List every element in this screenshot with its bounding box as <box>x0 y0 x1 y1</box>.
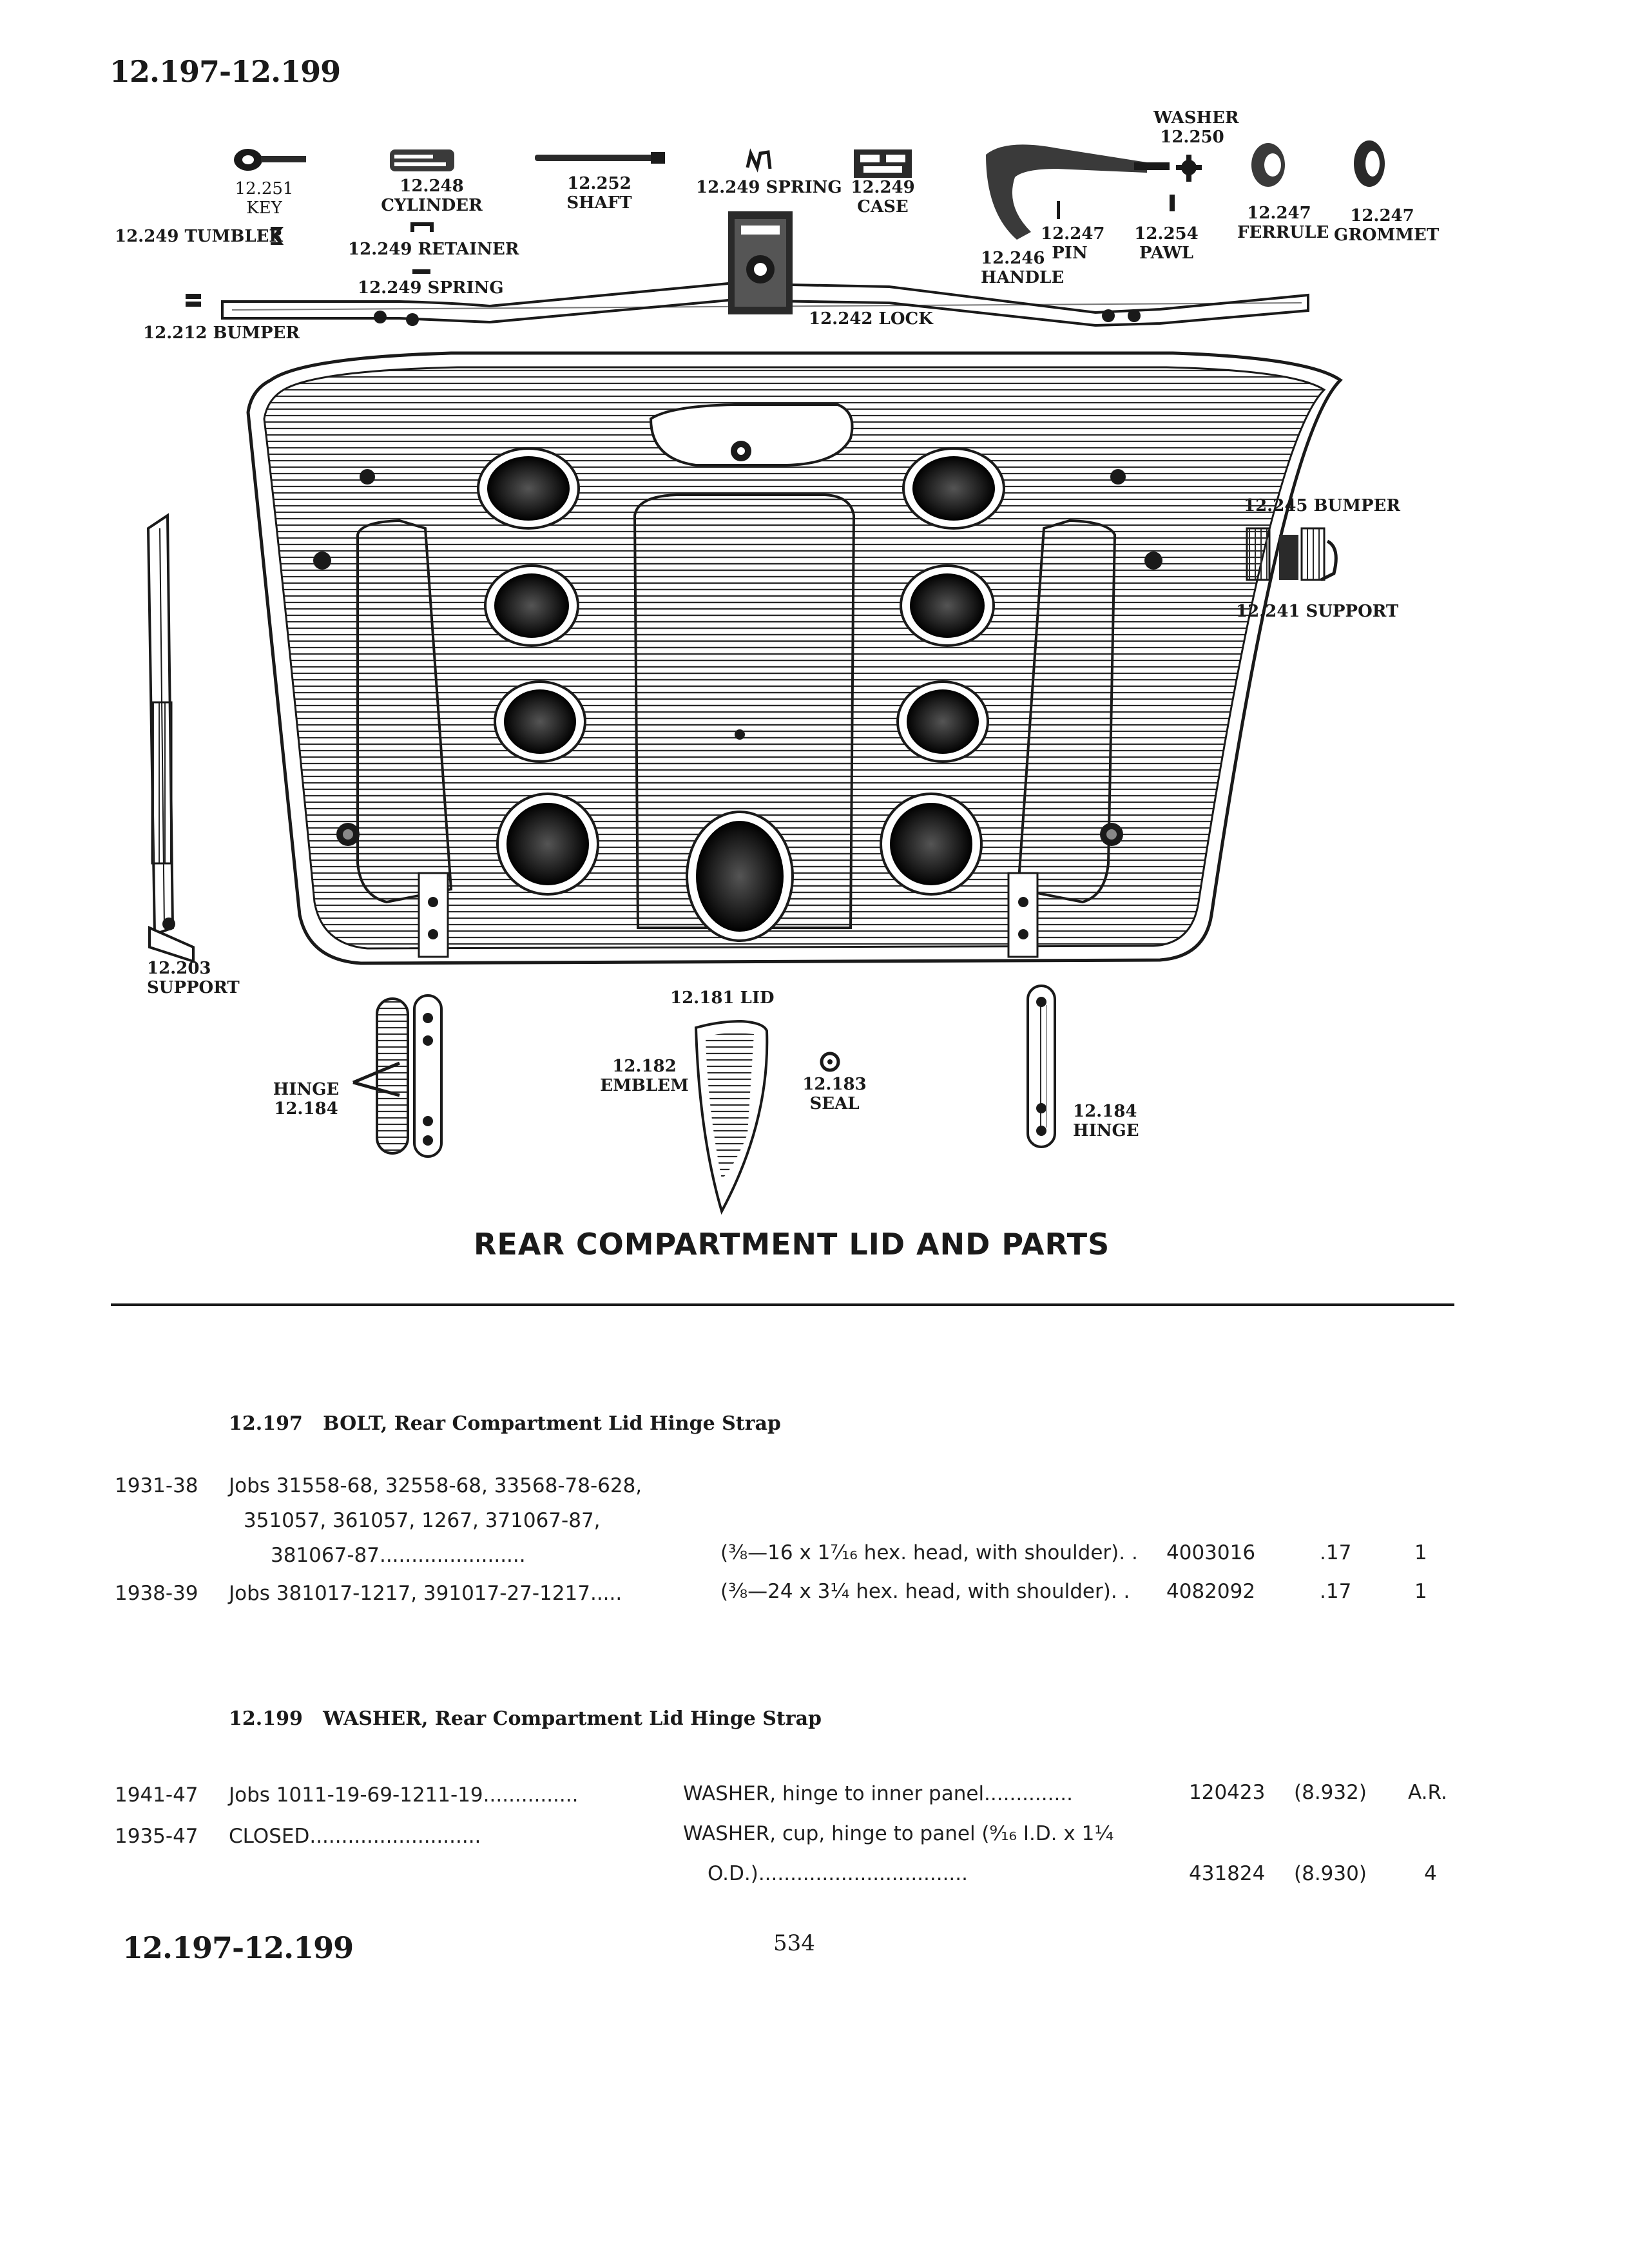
cylinder-part <box>390 149 454 171</box>
label-washer-name: WASHER <box>1153 108 1239 128</box>
label-spring-top: 12.249 SPRING <box>696 178 842 197</box>
label-ferrule-number: 12.247 <box>1247 204 1311 223</box>
row-description: O.D.)................................. <box>708 1862 968 1885</box>
row-quantity: 4 <box>1424 1862 1437 1885</box>
row-part-number: 4082092 <box>1166 1580 1256 1603</box>
label-hinge-right-number: 12.184 <box>1073 1102 1137 1121</box>
label-key-name: KEY <box>246 198 282 218</box>
label-handle-number: 12.246 <box>981 249 1045 268</box>
row-quantity: A.R. <box>1408 1781 1447 1804</box>
label-hinge-right-name: HINGE <box>1073 1121 1139 1140</box>
section-number: 12.199 <box>229 1707 303 1730</box>
row-years: 1931-38 <box>115 1474 198 1497</box>
label-pawl <box>1134 224 1199 263</box>
lock-part <box>728 211 793 314</box>
label-spring-mid: 12.249 SPRING <box>358 278 504 298</box>
label-hinge-left-name: HINGE <box>273 1080 340 1099</box>
section-title: WASHER, Rear Compartment Lid Hinge Strap <box>323 1707 822 1730</box>
label-grommet-number: 12.247 <box>1350 206 1414 226</box>
row-jobs-line: Jobs 31558-68, 32558-68, 33568-78-628, <box>229 1474 642 1497</box>
divider-rule <box>111 1303 1454 1306</box>
label-seal-name: SEAL <box>809 1094 860 1113</box>
label-tumbler: 12.249 TUMBLER <box>115 227 284 246</box>
label-shaft-number: 12.252 <box>567 174 631 193</box>
row-jobs-line: 381067-87....................... <box>271 1544 526 1567</box>
label-cylinder-name: CYLINDER <box>381 196 483 215</box>
label-emblem <box>599 1057 689 1095</box>
label-case <box>851 178 915 216</box>
row-price: .17 <box>1320 1541 1352 1564</box>
label-case-number: 12.249 <box>851 178 915 197</box>
lid-panel <box>248 353 1340 963</box>
retainer-part <box>412 224 432 232</box>
right-hinge-part <box>1028 986 1055 1147</box>
label-pawl-number: 12.254 <box>1134 224 1199 244</box>
row-part-number: 120423 <box>1189 1781 1266 1804</box>
spring-mid-part <box>412 269 430 274</box>
row-jobs-line: 351057, 361057, 1267, 371067-87, <box>244 1509 601 1532</box>
label-ferrule-name: FERRULE <box>1237 223 1329 242</box>
label-retainer: 12.249 RETAINER <box>348 240 519 259</box>
left-support-strut <box>148 515 193 961</box>
label-pawl-name: PAWL <box>1139 244 1194 263</box>
label-lid: 12.181 LID <box>670 988 775 1008</box>
label-key <box>219 179 309 218</box>
label-grommet <box>1334 206 1440 245</box>
row-description: (⅜—24 x 3¼ hex. head, with shoulder). . <box>720 1580 1130 1603</box>
label-support-right: 12.241 SUPPORT <box>1236 602 1399 621</box>
label-key-number: 12.251 <box>235 179 294 198</box>
label-cylinder <box>380 177 483 215</box>
row-price: (8.932) <box>1294 1781 1367 1804</box>
key-part <box>234 149 306 171</box>
label-case-name: CASE <box>857 197 909 216</box>
grommet-part <box>1354 140 1385 187</box>
row-quantity: 1 <box>1414 1580 1427 1603</box>
row-part-number: 4003016 <box>1166 1541 1256 1564</box>
row-jobs-line: CLOSED........................... <box>229 1825 481 1848</box>
row-years: 1941-47 <box>115 1783 198 1807</box>
label-support-left-name: SUPPORT <box>147 978 240 997</box>
pin-part <box>1057 201 1060 219</box>
row-price: .17 <box>1320 1580 1352 1603</box>
label-seal <box>802 1075 867 1113</box>
left-hinge-part <box>353 995 441 1157</box>
label-support-left <box>147 959 240 997</box>
page-number: 534 <box>773 1930 815 1956</box>
row-description: (⅜—16 x 1⁷⁄₁₆ hex. head, with shoulder). . <box>720 1541 1138 1564</box>
label-shaft-name: SHAFT <box>566 193 632 213</box>
shaft-part <box>535 152 665 164</box>
label-washer <box>1153 108 1239 147</box>
section-heading <box>229 1707 822 1730</box>
label-cylinder-number: 12.248 <box>400 177 464 196</box>
spring-top-part <box>747 152 770 169</box>
label-ferrule <box>1237 204 1329 242</box>
row-price: (8.930) <box>1294 1862 1367 1885</box>
right-bumper-support-part <box>1247 528 1336 580</box>
washer-part <box>1170 155 1202 211</box>
label-bumper-left: 12.212 BUMPER <box>143 323 300 343</box>
label-washer-number: 12.250 <box>1160 128 1224 147</box>
section-title: BOLT, Rear Compartment Lid Hinge Strap <box>323 1412 781 1435</box>
row-part-number: 431824 <box>1189 1862 1266 1885</box>
label-handle <box>981 249 1064 287</box>
label-shaft <box>561 174 638 213</box>
label-seal-number: 12.183 <box>802 1075 867 1094</box>
label-support-left-number: 12.203 <box>147 959 211 978</box>
label-emblem-name: EMBLEM <box>600 1076 689 1095</box>
seal-part <box>822 1053 838 1070</box>
ferrule-part <box>1251 143 1285 187</box>
label-pin-name: PIN <box>1052 244 1088 263</box>
emblem-part <box>696 1021 767 1211</box>
case-part <box>854 149 912 178</box>
label-hinge-left <box>267 1080 345 1119</box>
label-hinge-right <box>1073 1102 1139 1140</box>
label-hinge-left-number: 12.184 <box>274 1099 338 1119</box>
row-description: WASHER, hinge to inner panel.............. <box>683 1782 1074 1805</box>
label-handle-name: HANDLE <box>981 268 1065 287</box>
row-jobs-line: Jobs 381017-1217, 391017-27-1217..... <box>229 1582 622 1605</box>
page-range-header: 12.197-12.199 <box>110 54 341 89</box>
row-description: WASHER, cup, hinge to panel (⁹⁄₁₆ I.D. x 1¼ <box>683 1822 1114 1845</box>
page-range-footer: 12.197-12.199 <box>122 1930 354 1965</box>
row-quantity: 1 <box>1414 1541 1427 1564</box>
label-emblem-number: 12.182 <box>612 1057 677 1076</box>
label-bumper-right: 12.245 BUMPER <box>1244 496 1400 515</box>
row-jobs-line: Jobs 1011-19-69-1211-19............... <box>229 1783 579 1807</box>
row-years: 1938-39 <box>115 1582 198 1605</box>
row-years: 1935-47 <box>115 1825 198 1848</box>
diagram-title: REAR COMPARTMENT LID AND PARTS <box>474 1227 1110 1262</box>
label-grommet-name: GROMMET <box>1334 226 1440 245</box>
label-lock: 12.242 LOCK <box>809 309 933 329</box>
label-pin-number: 12.247 <box>1041 224 1105 244</box>
section-number: 12.197 <box>229 1412 303 1435</box>
section-heading <box>229 1412 781 1435</box>
